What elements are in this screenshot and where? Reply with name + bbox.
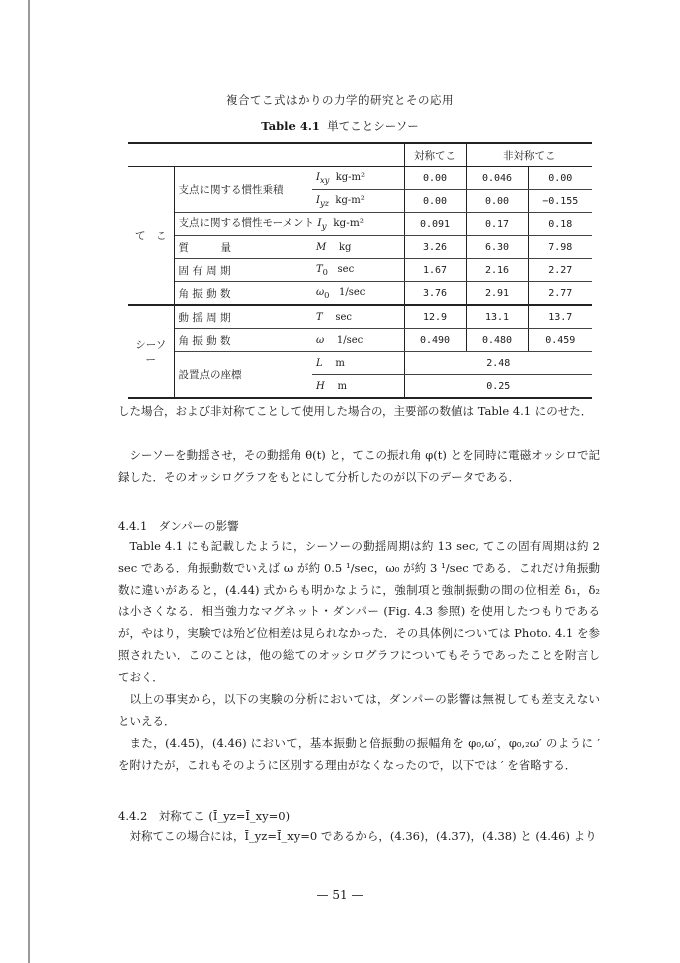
table-cell: 0.490: [404, 329, 466, 352]
paragraph-5: また，(4.45)，(4.46) において，基本振動と倍振動の振幅角を φ₀,ω′，φ₀,₂ω′ のように ′ を附けたが，これもそのように区別する理由がなくなったので，以下では ′ を省略する．: [118, 736, 600, 772]
table-cell: 3.76: [404, 282, 466, 306]
table-cell: 12.9: [404, 305, 466, 329]
col-header-asymmetric: 非対称てこ: [466, 143, 592, 167]
table-cell: 3.26: [404, 236, 466, 259]
group-label-seesaw: シーソー: [128, 305, 174, 398]
section-heading-4-4-2: 4.4.2 対称てこ (Ī_yz=Ī_xy=0): [118, 809, 291, 823]
paragraph-1: した場合，および非対称てことして使用した場合の，主要部の数値は Table 4.1 にのせた．: [118, 404, 593, 418]
row-label: 固 有 周 期: [174, 259, 312, 282]
table-cell: 0.25: [404, 375, 592, 399]
running-head: 複合てこ式はかりの力学的研究とその応用: [226, 93, 454, 107]
row-symbol: L m: [312, 352, 404, 375]
table-cell: 1.67: [404, 259, 466, 282]
table-cell: 13.1: [466, 305, 528, 329]
table-cell: 2.48: [404, 352, 592, 375]
table-caption-title: 単てことシーソー: [327, 119, 419, 133]
group-label-lever: て こ: [128, 167, 174, 306]
row-label: 質 量: [174, 236, 312, 259]
row-symbol: ω 1/sec: [312, 329, 404, 352]
paragraph-4: 以上の事実から，以下の実験の分析においては，ダンパーの影響は無視しても差支えないといえる．: [118, 692, 600, 728]
page-binding-edge: [28, 0, 30, 963]
table-cell: 0.00: [528, 167, 592, 190]
table-cell: −0.155: [528, 190, 592, 213]
row-label: 角 振 動 数: [174, 329, 312, 352]
table-row: [128, 259, 592, 282]
paragraph-2: シーソーを動揺させ，その動揺角 θ(t) と，てこの振れ角 φ(t) とを同時に電磁オッシロで記録した．そのオッシログラフをもとにして分析したのが以下のデータである．: [118, 448, 600, 484]
table-cell: 0.00: [466, 190, 528, 213]
table-cell: 0.18: [528, 213, 592, 236]
page-number: — 51 —: [316, 888, 364, 902]
table-row: [128, 213, 592, 236]
table-row: [128, 329, 592, 352]
row-label: 設置点の座標: [174, 352, 312, 399]
table-cell: 0.459: [528, 329, 592, 352]
row-symbol: $I_{xy}$ kg-m²: [312, 167, 404, 190]
row-label: 角 振 動 数: [174, 282, 312, 306]
row-label: 支点に関する慣性モーメント $I_y$ kg-m²: [174, 213, 404, 236]
spec-table: [128, 142, 592, 399]
table-cell: 7.98: [528, 236, 592, 259]
row-symbol: $T_0$ sec: [312, 259, 404, 282]
table-row: [128, 352, 592, 375]
row-label: 動 揺 周 期: [174, 305, 312, 329]
table-row: [128, 236, 592, 259]
paragraph-3: Table 4.1 にも記載したように，シーソーの動揺周期は約 13 sec, てこの固有周期は約 2 sec である．角振動数でいえば ω が約 0.5 ¹/sec，ω₀ が約 3 ¹/sec である．これだけ角振動数に違いがあると，(4.44) 式からも明かなように，強制項と強制振動の間の位相差 δ₁，δ₂ は小さくなる．相当強力なマグネット・ダンパー (Fig. 4.3 参照) を使用したつもりであるが，やはり，実験では殆ど位相差は見られなかった．その具体例については Photo. 4.1 を参照されたい．このことは，他の総てのオッシログラフについてもそうであったことを附言しておく．: [118, 539, 600, 684]
row-symbol: $I_{yz}$ kg-m²: [312, 190, 404, 213]
table-cell: 0.046: [466, 167, 528, 190]
row-symbol: H m: [312, 375, 404, 399]
section-heading-4-4-1: 4.4.1 ダンパーの影響: [118, 519, 239, 533]
table-cell: 2.91: [466, 282, 528, 306]
row-label: 支点に関する慣性乗積: [174, 167, 312, 213]
table-row: [128, 167, 592, 190]
table-cell: 6.30: [466, 236, 528, 259]
table-cell: 2.77: [528, 282, 592, 306]
table-cell: 2.16: [466, 259, 528, 282]
table-cell: 0.091: [404, 213, 466, 236]
table-row: [128, 282, 592, 306]
row-symbol: T sec: [312, 305, 404, 329]
row-symbol: M kg: [312, 236, 404, 259]
table-cell: 2.27: [528, 259, 592, 282]
row-symbol: $\omega_0$ 1/sec: [312, 282, 404, 306]
table-header-row: [128, 143, 592, 167]
paragraph-6: 対称てこの場合には，Ī_yz=Ī_xy=0 であるから，(4.36)，(4.37)，(4.38) と (4.46) より: [129, 829, 597, 843]
col-header-symmetric: 対称てこ: [404, 143, 466, 167]
table-cell: 0.00: [404, 167, 466, 190]
table-caption: [0, 118, 680, 134]
table-cell: 0.480: [466, 329, 528, 352]
table-row: [128, 305, 592, 329]
table-caption-number: Table 4.1: [261, 119, 320, 133]
table-cell: 13.7: [528, 305, 592, 329]
table-cell: 0.17: [466, 213, 528, 236]
table-cell: 0.00: [404, 190, 466, 213]
